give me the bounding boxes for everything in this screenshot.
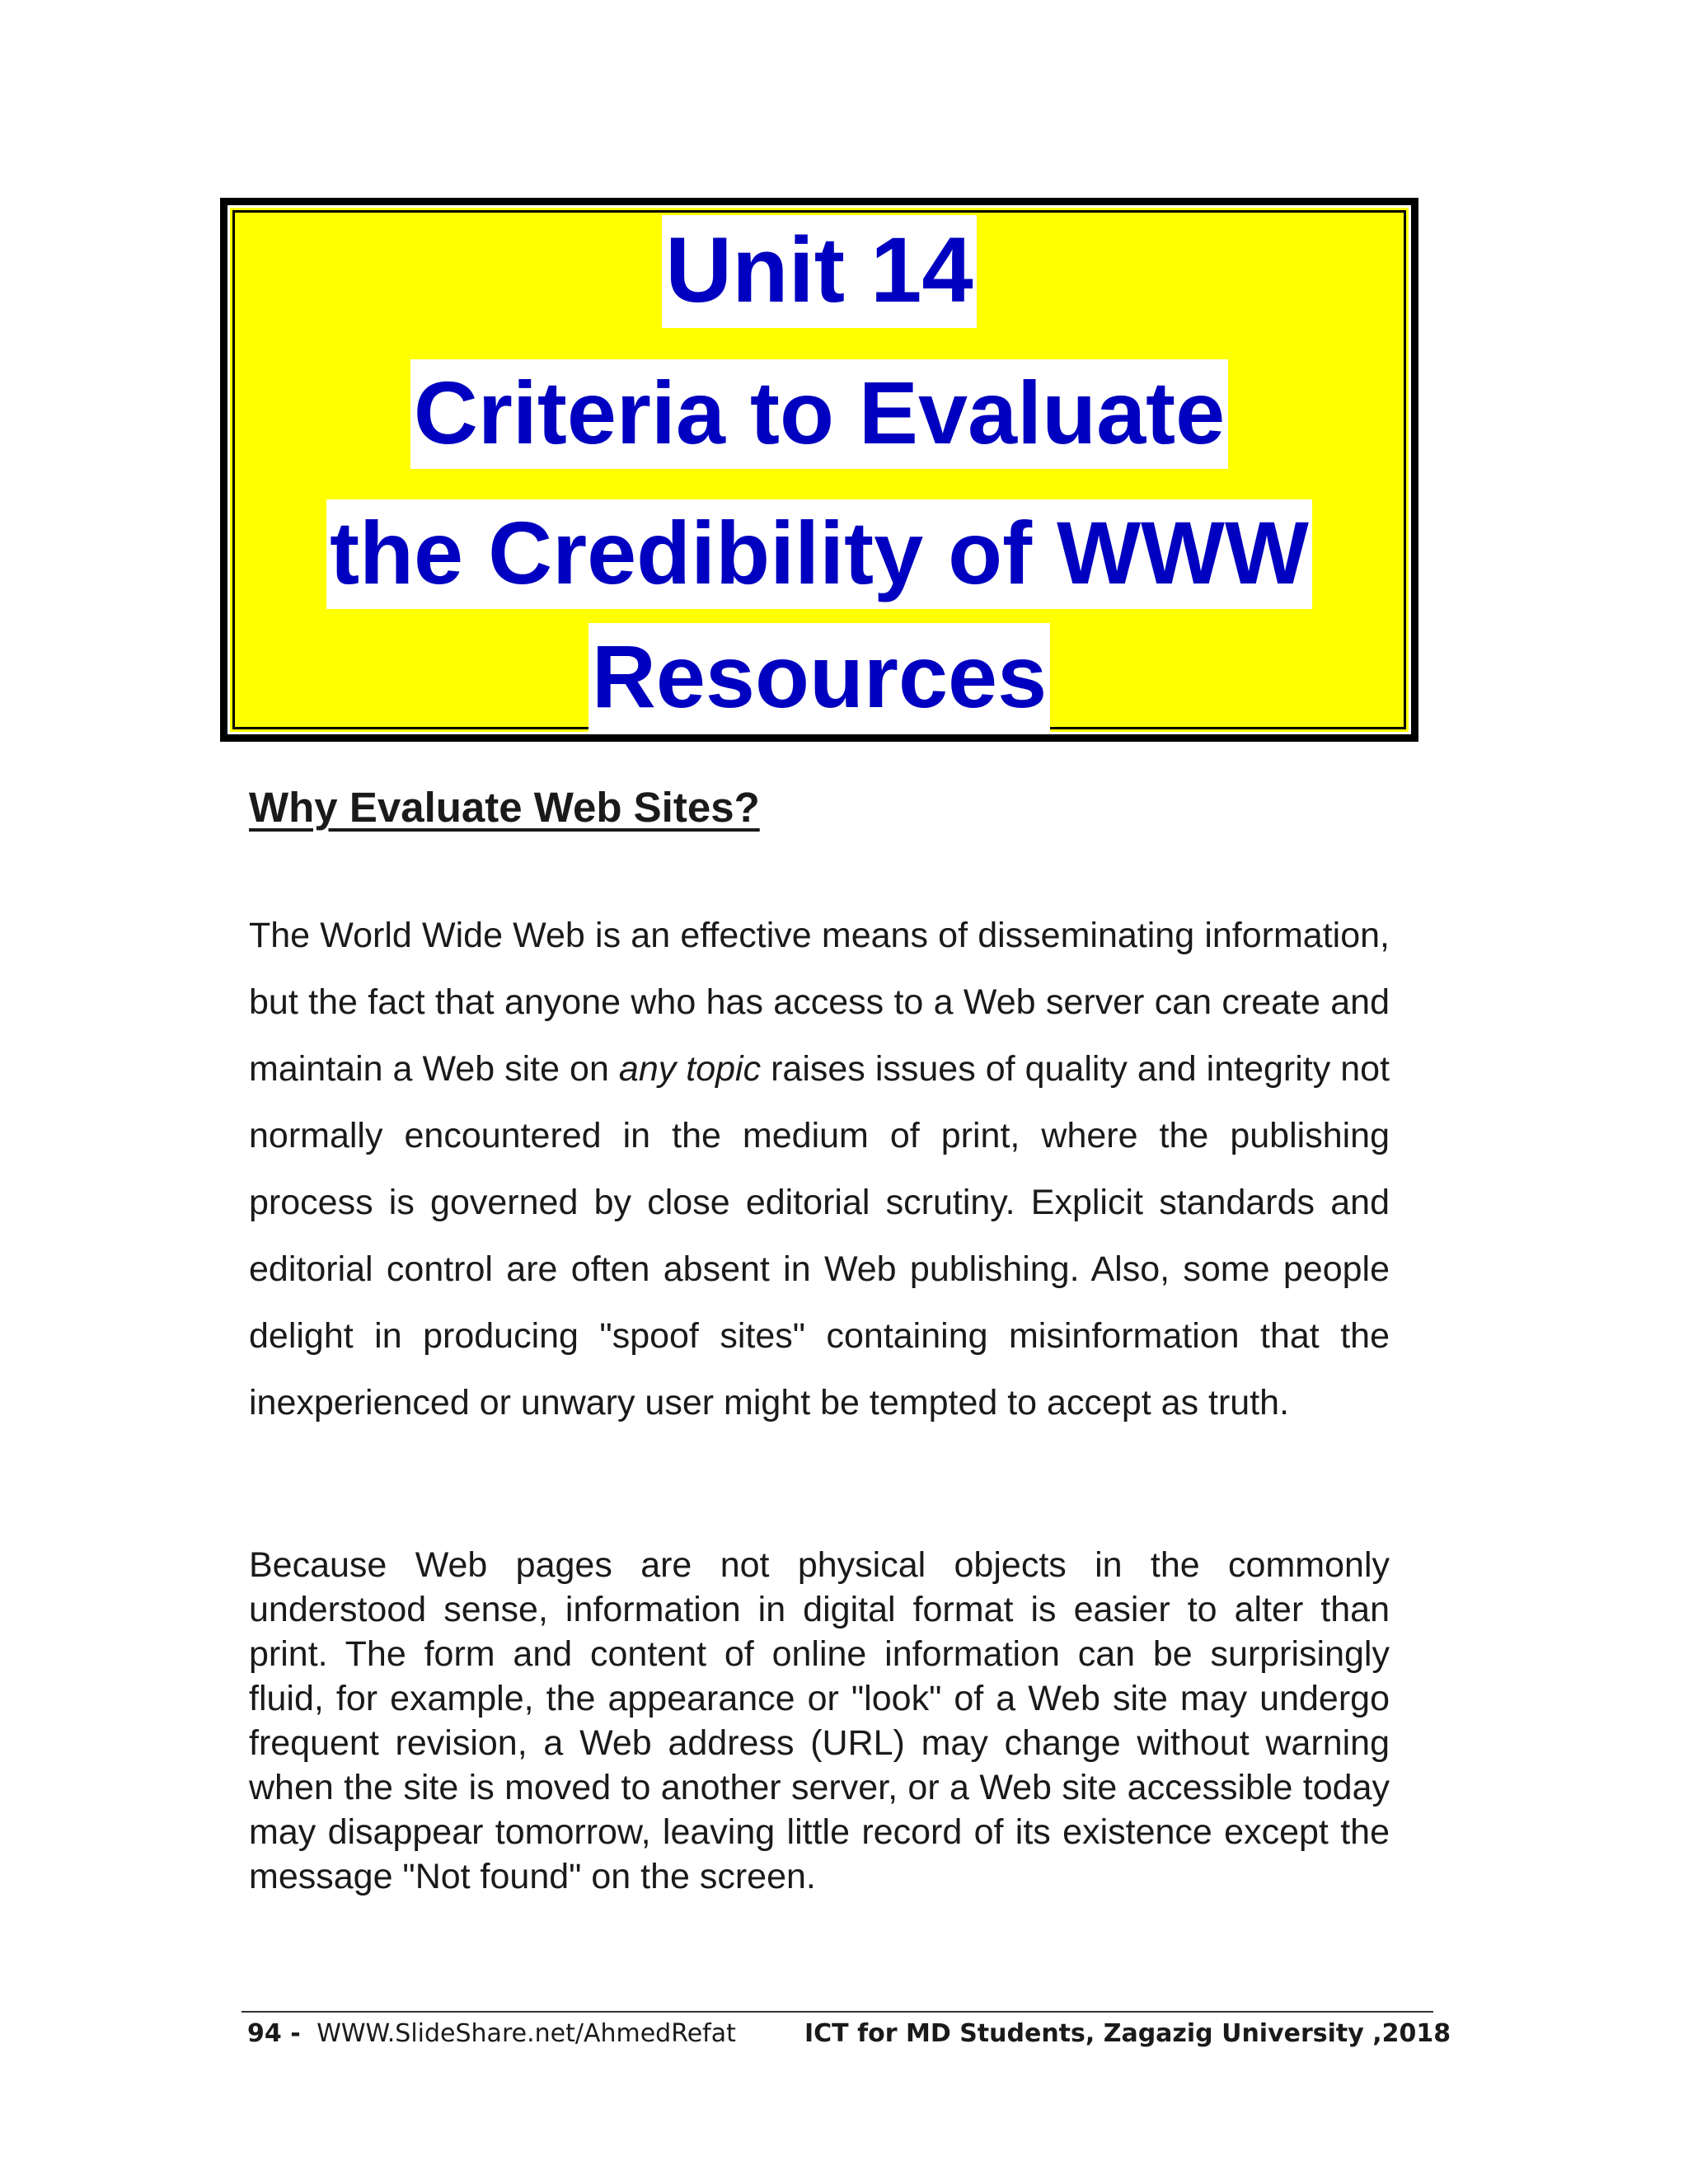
unit-title-panel <box>227 205 1411 734</box>
unit-title-line-1 <box>230 363 1409 462</box>
unit-title-part-2: the Credibility of WWW <box>326 499 1312 609</box>
footer-website: WWW.SlideShare.net/AhmedRefat <box>316 2019 736 2048</box>
paragraph-1-text-end: raises issues of quality and integrity not normally encountered in the medium of print, where the publishing process is governed by close editorial scrutiny. Explicit standards and editorial control are often absent in Web publishing. Also, some people delight in producing "spoof sites" containing misinformation that the inexperienced or unwary user might be tempted to accept as truth. <box>249 1049 1390 1422</box>
paragraph-1-text-start: The World Wide Web is an effective means of disseminating information, but the fact that anyone who has access to a Web server can create and maintain a Web site on <box>249 916 1390 1089</box>
footer-divider <box>241 2011 1433 2013</box>
unit-title-part-1: Criteria to Evaluate <box>410 359 1228 469</box>
unit-title-box <box>220 198 1418 742</box>
unit-title-line-2 <box>230 503 1409 602</box>
unit-number-line <box>230 218 1409 321</box>
body-paragraph-2: Because Web pages are not physical objects in the commonly understood sense, information in digital format is easier to alter than print. The form and content of online information can be surprisingly fluid, for example, the appearance or "look" of a Web site may undergo frequent revision, a Web address (URL) may change without warning when the site is moved to another server, or a Web site accessible today may disappear tomorrow, leaving little record of its existence except the message "Not found" on the screen. <box>249 1545 1390 1896</box>
paragraph-1-emphasis: any topic <box>618 1049 762 1089</box>
page-footer <box>247 2019 1451 2052</box>
unit-title-line-3 <box>230 626 1409 726</box>
section-heading: Why Evaluate Web Sites? <box>249 784 760 831</box>
unit-number: Unit 14 <box>662 215 976 328</box>
unit-title-part-3: Resources <box>588 623 1050 733</box>
footer-course-title: ICT for MD Students, Zagazig University ,2018 <box>804 2019 1451 2048</box>
page-number: 94 - <box>247 2019 301 2048</box>
body-paragraph-1 <box>249 902 1390 1436</box>
